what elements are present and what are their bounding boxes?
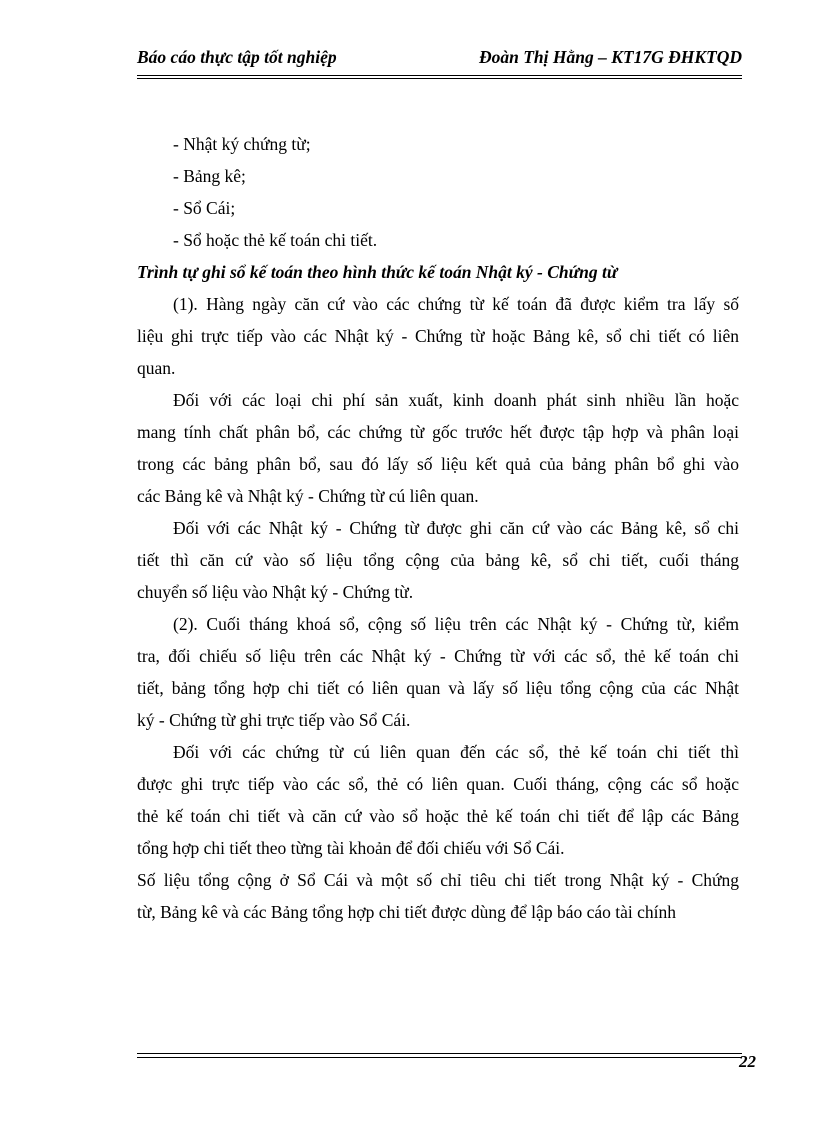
paragraph bbox=[137, 608, 739, 736]
paragraph-line: được ghi trực tiếp vào các sổ, thẻ có liên quan. Cuối tháng, cộng các sổ hoặc bbox=[137, 774, 739, 794]
paragraph-line: quan. bbox=[137, 358, 176, 378]
paragraph bbox=[137, 384, 739, 512]
footer-rule bbox=[137, 1053, 742, 1054]
page-body bbox=[137, 128, 739, 928]
paragraph-line: tiết, bảng tổng hợp chi tiết có liên quan và lấy số liệu tổng cộng của các Nhật bbox=[137, 678, 739, 698]
paragraph-line: tổng hợp chi tiết theo từng tài khoản để đối chiếu với Sổ Cái. bbox=[137, 838, 565, 858]
paragraph-line: Đối với các loại chi phí sản xuất, kinh doanh phát sinh nhiều lần hoặc bbox=[173, 390, 739, 410]
paragraph bbox=[137, 288, 739, 384]
list-item: - Bảng kê; bbox=[173, 166, 246, 186]
paragraph-line: tiết thì căn cứ vào số liệu tổng cộng của bảng kê, sổ chi tiết, cuối tháng bbox=[137, 550, 739, 570]
paragraph-line: tra, đối chiếu số liệu trên các Nhật ký - Chứng từ với các sổ, thẻ kế toán chi bbox=[137, 646, 739, 666]
paragraph-line: Đối với các Nhật ký - Chứng từ được ghi căn cứ vào các Bảng kê, sổ chi bbox=[173, 518, 739, 538]
header-rule-thin bbox=[137, 78, 742, 79]
paragraph-line: liệu ghi trực tiếp vào các Nhật ký - Chứng từ hoặc Bảng kê, sổ chi tiết có liên bbox=[137, 326, 739, 346]
paragraph-line: ký - Chứng từ ghi trực tiếp vào Sổ Cái. bbox=[137, 710, 411, 730]
page-header bbox=[137, 47, 742, 77]
paragraph bbox=[137, 864, 739, 928]
paragraph-line: mang tính chất phân bổ, các chứng từ gốc trước hết được tập hợp và phân loại bbox=[137, 422, 739, 442]
header-author: Đoàn Thị Hằng – KT17G ĐHKTQD bbox=[478, 47, 742, 67]
section-heading: Trình tự ghi sổ kế toán theo hình thức kế toán Nhật ký - Chứng từ bbox=[137, 262, 618, 282]
paragraph-line: (1). Hàng ngày căn cứ vào các chứng từ kế toán đã được kiểm tra lấy số bbox=[173, 294, 739, 314]
paragraph-line: (2). Cuối tháng khoá sổ, cộng số liệu trên các Nhật ký - Chứng từ, kiểm bbox=[173, 614, 739, 634]
paragraph-line: trong các bảng phân bổ, sau đó lấy số liệu kết quả của bảng phân bổ ghi vào bbox=[137, 454, 739, 474]
paragraph bbox=[137, 512, 739, 608]
header-report-title: Báo cáo thực tập tốt nghiệp bbox=[137, 47, 337, 67]
list-item: - Sổ Cái; bbox=[173, 198, 236, 218]
paragraph-line: thẻ kế toán chi tiết và căn cứ vào sổ hoặc thẻ kế toán chi tiết để lập các Bảng bbox=[137, 806, 739, 826]
paragraph-line: Số liệu tổng cộng ở Sổ Cái và một số chỉ tiêu chi tiết trong Nhật ký - Chứng bbox=[137, 870, 739, 890]
list-item: - Nhật ký chứng từ; bbox=[173, 134, 311, 154]
paragraph bbox=[137, 736, 739, 864]
paragraph-line: Đối với các chứng từ cú liên quan đến các sổ, thẻ kế toán chi tiết thì bbox=[173, 742, 739, 762]
paragraph-line: chuyển số liệu vào Nhật ký - Chứng từ. bbox=[137, 582, 414, 602]
footer-rule-thin bbox=[137, 1057, 742, 1058]
header-rule bbox=[137, 75, 742, 76]
page-number: 22 bbox=[739, 1052, 756, 1071]
list-item: - Sổ hoặc thẻ kế toán chi tiết. bbox=[173, 230, 378, 250]
paragraph-line: từ, Bảng kê và các Bảng tổng hợp chi tiết được dùng để lập báo cáo tài chính bbox=[137, 902, 676, 922]
paragraph-line: các Bảng kê và Nhật ký - Chứng từ cú liên quan. bbox=[137, 486, 479, 506]
